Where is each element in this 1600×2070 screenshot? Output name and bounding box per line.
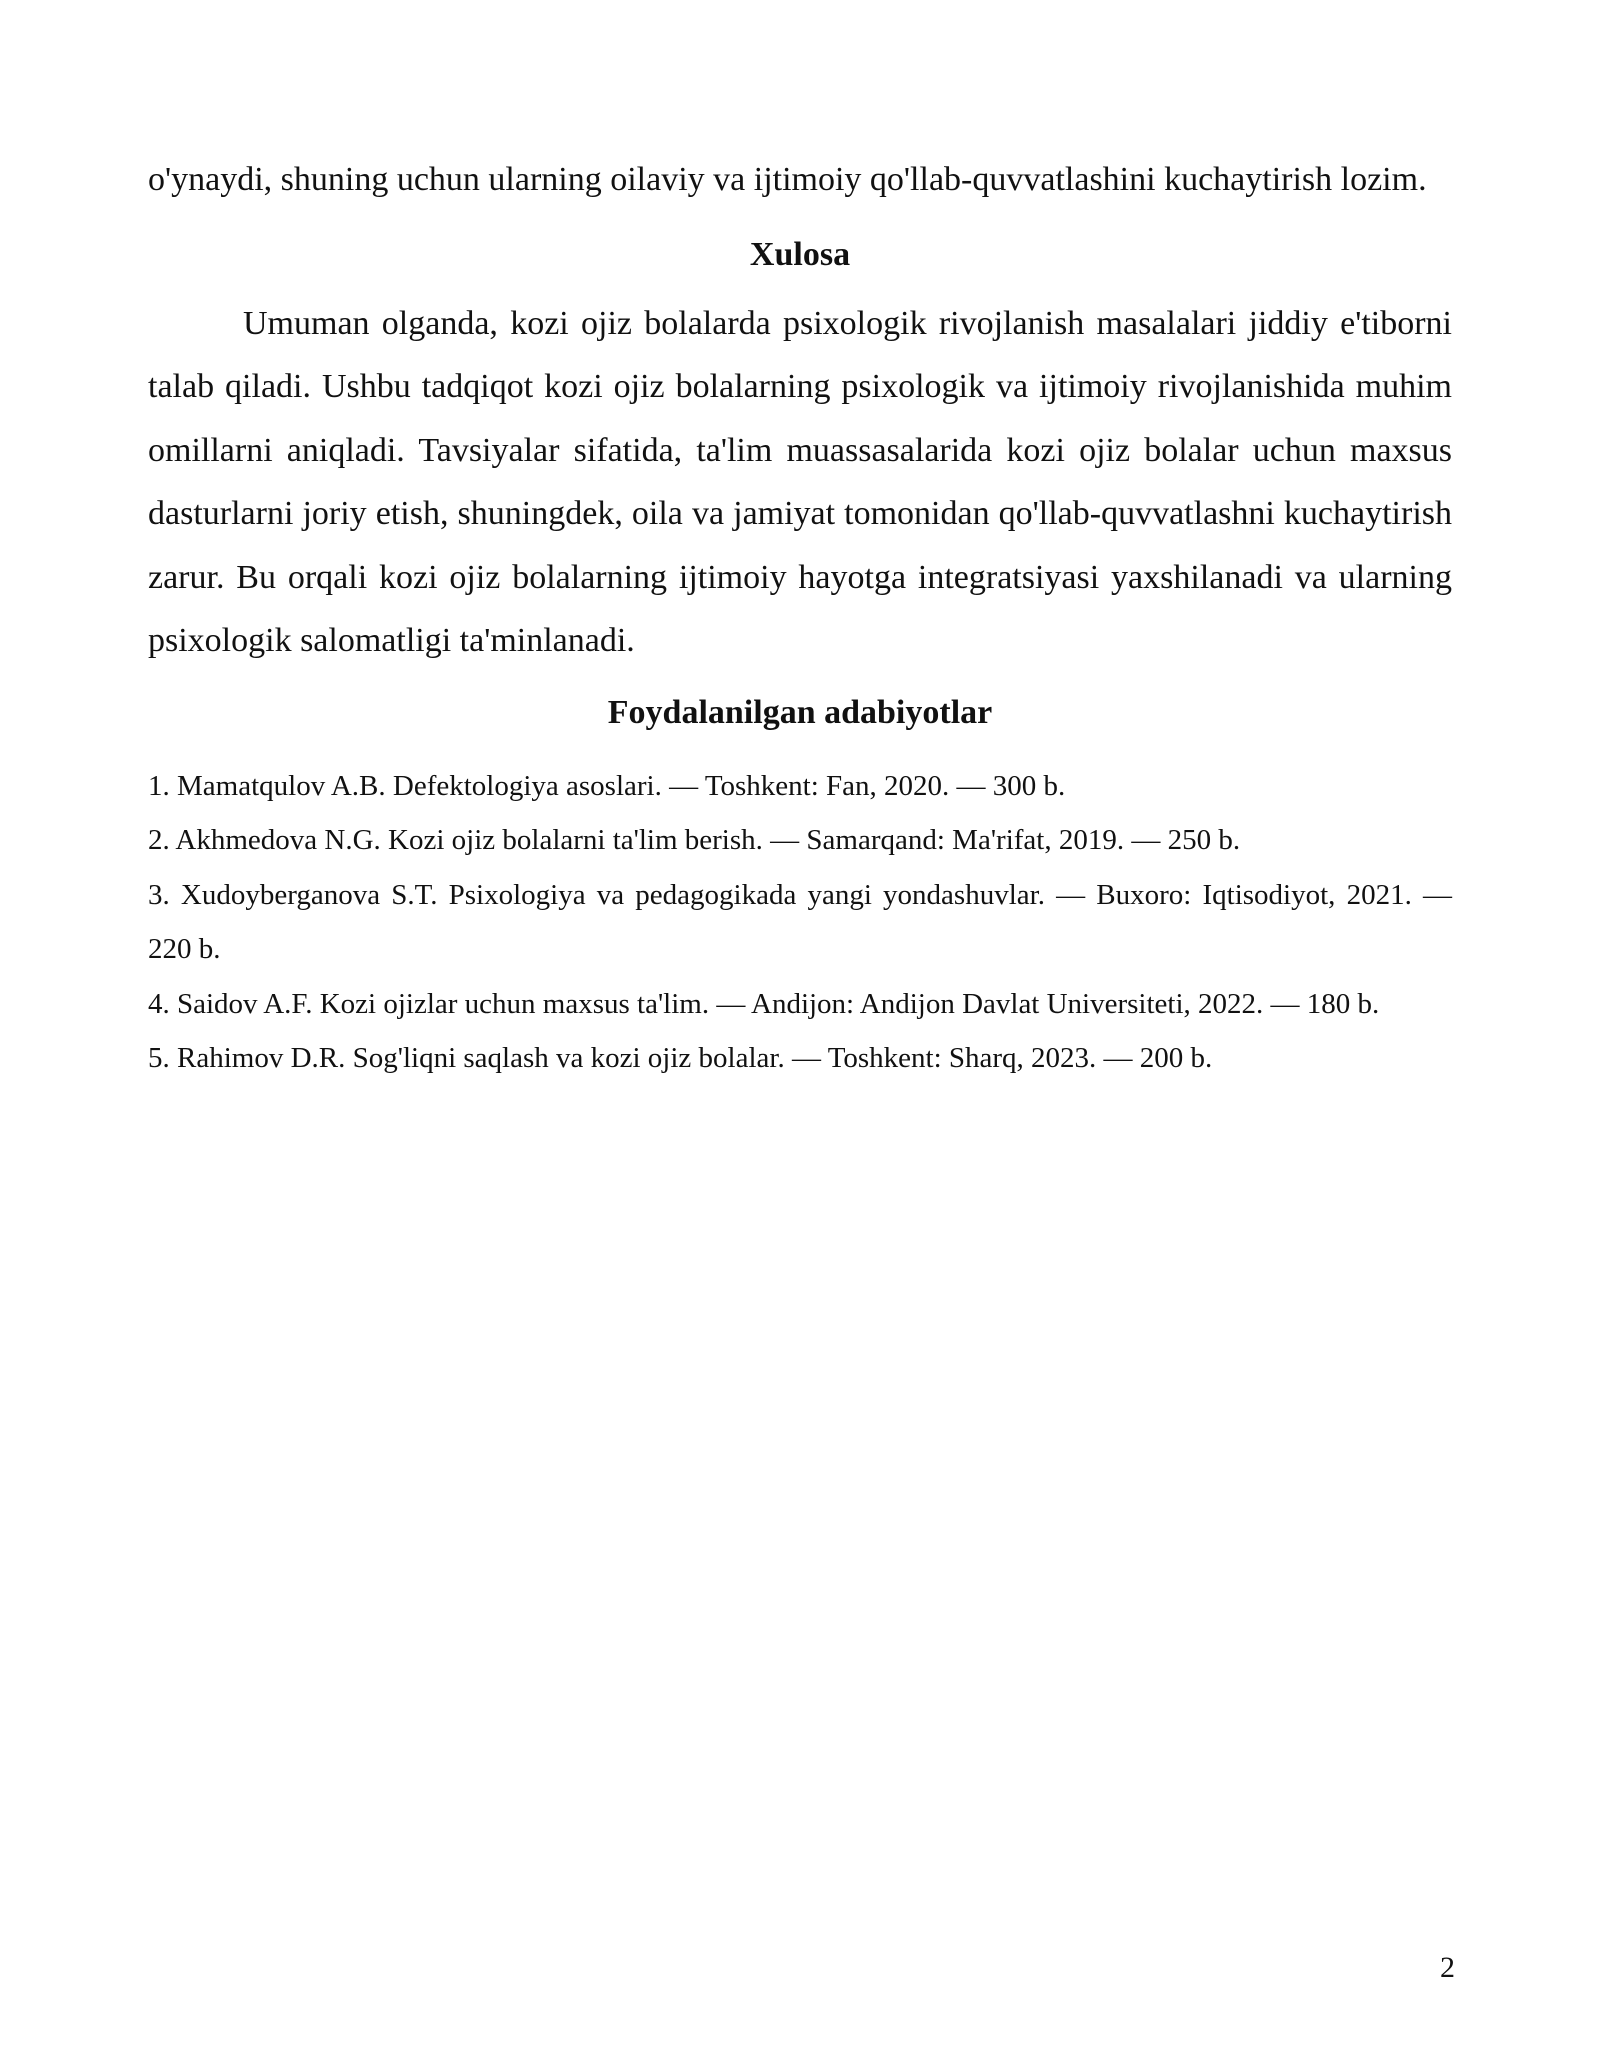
conclusion-heading: Xulosa <box>749 235 851 273</box>
intro-paragraph: o'ynaydi, shuning uchun ularning oilaviy va ijtimoiy qo'llab-quvvatlashini kuchaytirish lozim. <box>148 161 1427 198</box>
document-page <box>148 148 1452 1086</box>
reference-item: 5. Rahimov D.R. Sog'liqni saqlash va kozi ojiz bolalar. — Toshkent: Sharq, 2023. — 200 b. <box>148 1042 1213 1074</box>
conclusion-paragraph: Umuman olganda, kozi ojiz bolalarda psixologik rivojlanish masalalari jiddiy e'tiborni talab qiladi. Ushbu tadqiqot kozi ojiz bolalarning psixologik va ijtimoiy rivojlanishida muhim omillarni aniqladi. Tavsiyalar sifatida, ta'lim muassasalarida kozi ojiz bolalar uchun maxsus dasturlarni joriy etish, shuningdek, oila va jamiyat tomonidan qo'llab-quvvatlashni kuchaytirish zarur. Bu orqali kozi ojiz bolalarning ijtimoiy hayotga integratsiyasi yaxshilanadi va ularning psixologik salomatligi ta'minlanadi. <box>148 304 1452 659</box>
page-number: 2 <box>1440 1951 1455 1984</box>
reference-item: 4. Saidov A.F. Kozi ojizlar uchun maxsus ta'lim. — Andijon: Andijon Davlat Universiteti, 2022. — 180 b. <box>148 987 1380 1020</box>
references-list <box>148 759 1452 1086</box>
reference-item: 3. Xudoyberganova S.T. Psixologiya va pedagogikada yangi yondashuvlar. — Buxoro: Iqtisodiyot, 2021. — 220 b. <box>148 878 1452 965</box>
reference-item: 1. Mamatqulov A.B. Defektologiya asoslari. — Toshkent: Fan, 2020. — 300 b. <box>148 769 1066 802</box>
references-heading: Foydalanilgan adabiyotlar <box>607 693 993 731</box>
reference-item: 2. Akhmedova N.G. Kozi ojiz bolalarni ta'lim berish. — Samarqand: Ma'rifat, 2019. — 250 b. <box>148 824 1241 856</box>
